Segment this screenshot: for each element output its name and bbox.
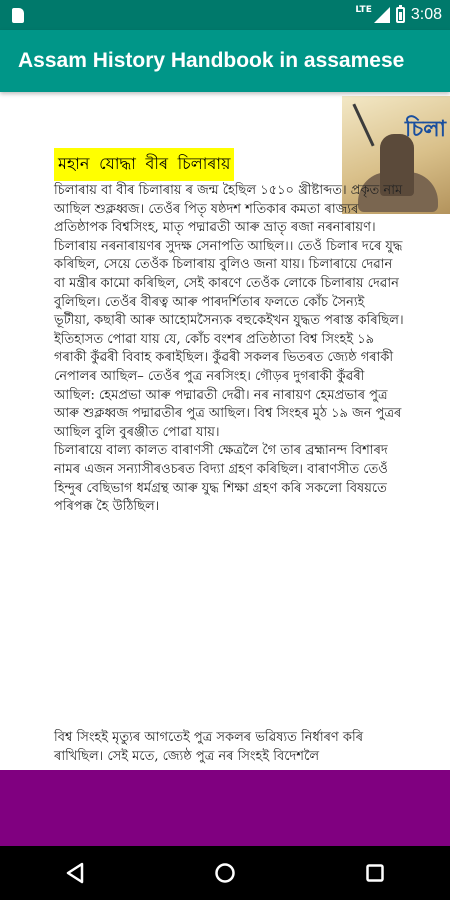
back-icon [65,862,85,884]
ad-banner[interactable] [0,770,450,846]
battery-icon [396,7,405,23]
home-button[interactable] [195,846,255,900]
article-title: মহান যোদ্ধা বীৰ চিলাৰায় [54,148,234,181]
app-title: Assam History Handbook in assamese [18,49,405,72]
sword-shape [352,104,374,147]
network-type: LTE [355,5,372,15]
status-left [8,8,24,23]
recents-icon [365,863,385,883]
paragraph-1: চিলাৰায় বা বীৰ চিলাৰায় ৰ জন্ম হৈছিল ১৫১০ খ্ৰীষ্টাব্দত। প্ৰকৃত নাম আছিল শুক্লধ্বজ। তেওঁৰ পিতৃ ষষ্ঠদশ শতিকাৰ কমতা ৰাজ্যৰ প্ৰতিষ্ঠাপক বিশ্বসিংহ, মাতৃ পদ্মাৱতী আৰু ভ্ৰাতৃ ৰজা নৰনাৰায়ণ। চিলাৰায় নৰনাৰায়ণৰ সুদক্ষ সেনাপতি আছিল।। তেওঁ চিলাৰ দৰে যুদ্ধ কৰিছিল, সেয়ে তেওঁক চিলাৰায় বুলিও জনা যায়। চিলাৰায়ে দেৱান বা মন্ত্ৰীৰ কামো কৰিছিল, সেই কাৰণে তেওঁক লোকে চিলাৰায় দেৱান বুলিছিল। তেওঁৰ বীৰত্ব আৰু পাৰদৰ্শিতাৰ ফলতে কোঁচ সৈন্যই ভূটীয়া, কছাৰী আৰু আহোমসৈন্যক বহুকেইখন যুদ্ধত পৰাস্ত কৰিছিল। ইতিহাসত পোৱা যায় যে, কোঁচ বংশৰ প্ৰতিষ্ঠাতা বিশ্ব সিংহই ১৯ গৰাকী কুঁৱৰী বিবাহ কৰাইছিল। কুঁৱৰী সকলৰ ভিতৰত জ্যেষ্ঠ গৰাকী নেপালৰ আছিল– তেওঁৰ পুত্ৰ নৰসিংহ। গৌড়ৰ দুগৰাকী কুঁৱৰী আছিল: হেমপ্ৰভা আৰু পদ্মাৱতী দেৱী। নৰ নাৰায়ণ হেমপ্ৰভাৰ পুত্ৰ আৰু শুক্লধ্বজ পদ্মাৱতীৰ পুত্ৰ আছিল। বিশ্ব সিংহৰ মুঠ ১৯ জন পুত্ৰৰ আছিল বুলি বুৰঞ্জীত পোৱা যায়। [54,183,404,440]
home-icon [214,862,236,884]
status-time: 3:08 [410,6,442,23]
image-caption: চিলা [405,117,446,142]
article-body [54,182,404,517]
status-bar [0,0,450,30]
back-button[interactable] [45,846,105,900]
signal-icon [374,7,390,23]
article-body-2 [54,729,404,766]
app-bar [0,30,450,92]
recents-button[interactable] [345,846,405,900]
paragraph-2: চিলাৰায়ে বাল্য কালত বাৰাণসী ক্ষেত্ৰলৈ গৈ তাৰ ব্ৰহ্মানন্দ বিশাৰদ নামৰ এজন সন্যাসীৰওচৰত বিদ্যা গ্ৰহণ কৰিছিল। বাৰাণসীত তেওঁ হিন্দুৰ বেছিভাগ ধৰ্মগ্ৰন্থ আৰু যুদ্ধ শিক্ষা গ্ৰহণ কৰি সকলো বিষয়তে পৰিপক্ক হৈ উঠিছিল। [54,443,388,515]
status-right [355,6,442,24]
article-content[interactable] [0,92,450,770]
nav-bar [0,846,450,900]
paragraph-3: বিশ্ব সিংহই মৃত্যুৰ আগতেই পুত্ৰ সকলৰ ভৱিষ্যত নিৰ্ধাৰণ কৰি ৰাখিছিল। সেই মতে, জ্যেষ্ঠ পুত্ৰ নৰ সিংহই বিদেশলৈ [54,730,364,764]
sd-card-icon [12,8,24,23]
